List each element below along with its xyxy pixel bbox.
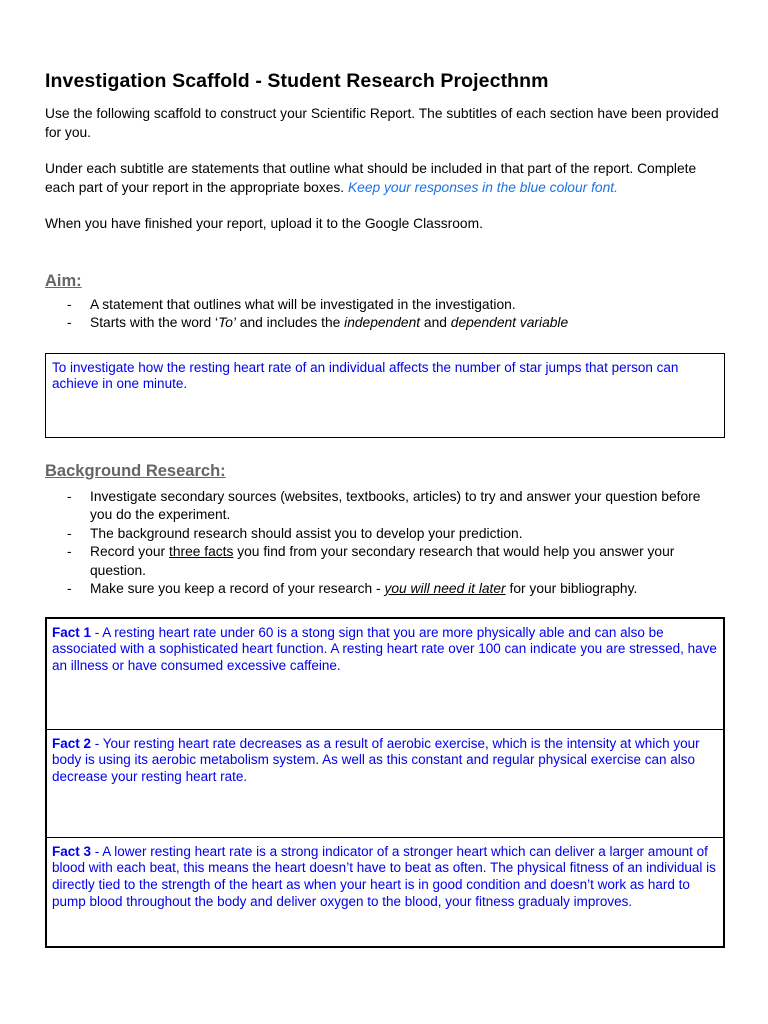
background-bullet-2: - The background research should assist you to develop your prediction. — [45, 525, 725, 544]
aim-response-box[interactable]: To investigate how the resting heart rate of an individual affects the number of star jumps that person can achieve in one minute. — [45, 353, 725, 438]
fact-3-text: - A lower resting heart rate is a strong indicator of a stronger heart which can deliver a larger amount of blood with each beat, this means the heart doesn’t have to beat as often. The physical fitness of an individual is directly tied to the strength of the heart as when your heart is in good condition and doesn’t work as hard to pump blood throughout the body and deliver oxygen to the blood, your fitness gradualy improves. — [52, 843, 716, 909]
fact-1-cell[interactable] — [47, 619, 723, 730]
aim-instructions — [45, 296, 725, 333]
background-bullet-4-text: Make sure you keep a record of your research - — [90, 581, 385, 596]
aim-heading: Aim: — [45, 271, 82, 290]
fact-1-text: - A resting heart rate under 60 is a stong sign that you are more physically able and can also be associated with a sophisticated heart function. A resting heart rate over 100 can indicate you are stressed, have an illness or have consumed excessive caffeine. — [52, 624, 717, 674]
background-research-heading: Background Research: — [45, 461, 226, 480]
intro-paragraph-2 — [45, 160, 725, 197]
background-research-section — [45, 460, 725, 948]
three-facts-term: three facts — [168, 544, 234, 559]
fact-3-label: Fact 3 — [52, 843, 92, 859]
background-instructions — [45, 488, 725, 599]
aim-bullet-2-mid: and includes the — [235, 315, 345, 330]
fact-1-label: Fact 1 — [52, 624, 92, 640]
blue-font-instruction: Keep your responses in the blue colour font. — [347, 179, 618, 195]
aim-bullet-1: - A statement that outlines what will be investigated in the investigation. — [45, 296, 725, 315]
aim-to-word: To’ — [218, 315, 236, 330]
background-bullet-3-rest: you find from your secondary research that would help you answer your question. — [90, 544, 675, 578]
background-bullet-4 — [45, 580, 725, 599]
fact-2-cell[interactable] — [47, 730, 723, 838]
background-bullet-3-text: Record your — [90, 544, 169, 559]
background-bullet-3 — [45, 543, 725, 580]
need-it-later-note: you will need it later — [384, 581, 506, 596]
fact-3-cell[interactable] — [47, 838, 723, 946]
background-bullet-1: - Investigate secondary sources (websites, textbooks, articles) to try and answer your question before you do the experiment. — [45, 488, 725, 525]
document-page — [45, 70, 725, 948]
aim-bullet-2-and: and — [420, 315, 451, 330]
background-bullet-4-rest: for your bibliography. — [505, 581, 638, 596]
dependent-variable-term: dependent variable — [450, 315, 569, 330]
aim-bullet-2 — [45, 314, 725, 333]
facts-table — [45, 617, 725, 948]
page-title: Investigation Scaffold - Student Research Projecthnm — [45, 70, 549, 92]
fact-2-text: - Your resting heart rate decreases as a result of aerobic exercise, which is the intensity at which your body is using its aerobic metabolism system. As well as this constant and regular physical exercise can also decrease your resting heart rate. — [52, 735, 700, 785]
intro-paragraph-3: When you have finished your report, upload it to the Google Classroom. — [45, 216, 483, 231]
fact-2-label: Fact 2 — [52, 735, 92, 751]
aim-bullet-2-text: Starts with the word ‘ — [90, 315, 219, 330]
aim-section — [45, 270, 725, 438]
independent-variable-term: independent — [344, 315, 421, 330]
intro-paragraph-2-text: Under each subtitle are statements that outline what should be included in that part of the report. Complete each part of your report in the appropriate boxes. — [45, 161, 697, 195]
intro-paragraph-1: Use the following scaffold to construct your Scientific Report. The subtitles of each section have been provided for you. — [45, 106, 719, 140]
